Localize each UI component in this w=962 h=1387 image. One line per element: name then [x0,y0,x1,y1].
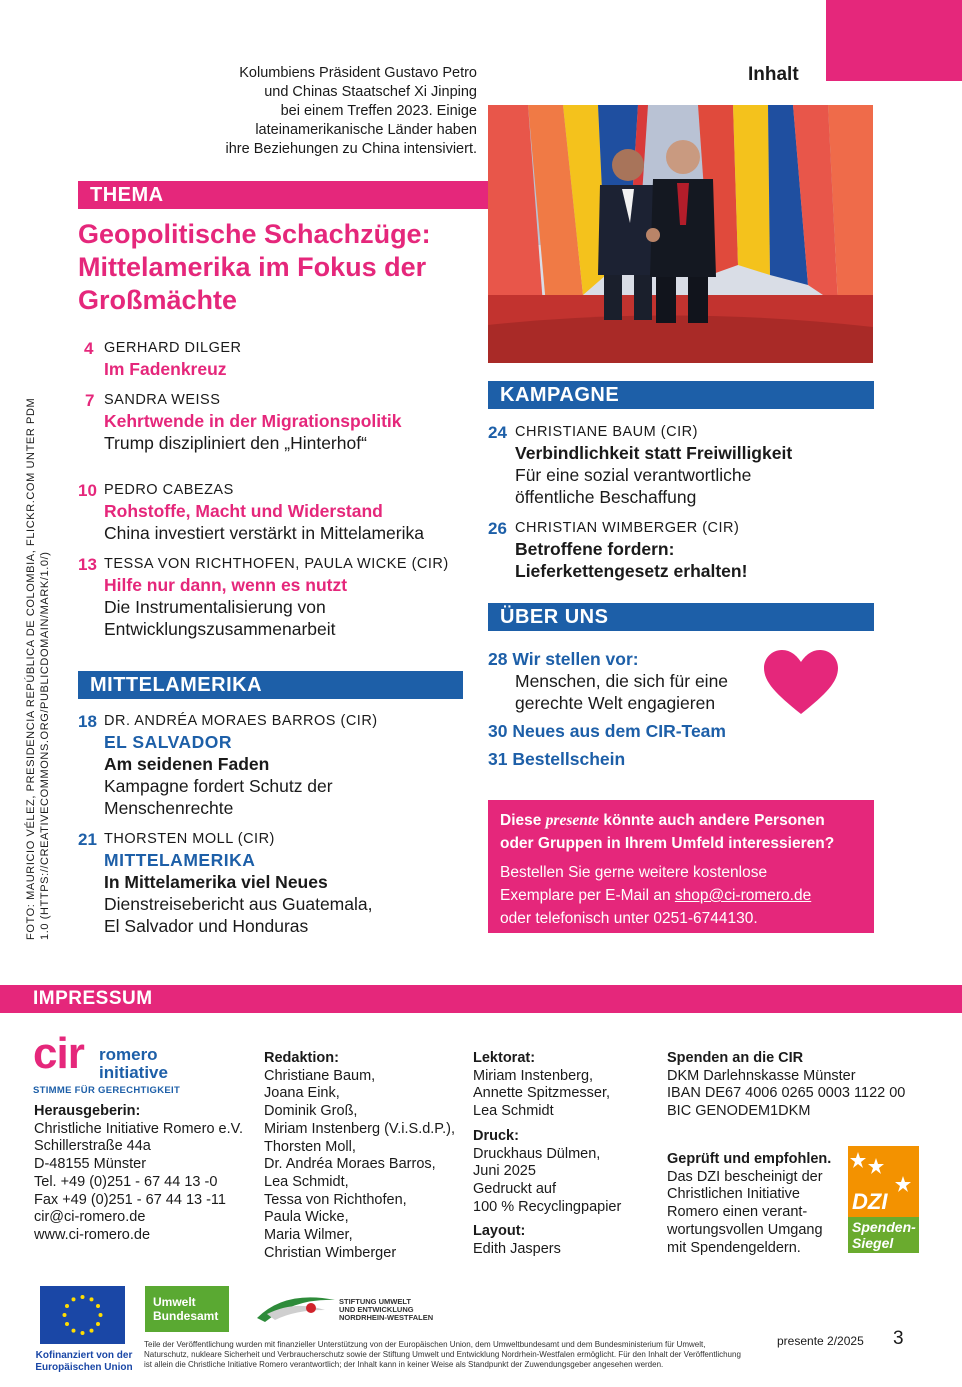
page-number: 4 [84,339,94,358]
entry-title: 31 Bestellschein [488,749,626,769]
entry-subtitle: Kampagne fordert Schutz der [104,776,333,796]
entry-subtitle: Entwicklungszusammenarbeit [104,619,336,639]
section-bar-impressum: IMPRESSUM [0,985,962,1013]
eu-stars-icon [40,1286,125,1344]
heart-icon [764,650,838,716]
toc-entry[interactable] [78,711,378,819]
entry-kicker: EL SALVADOR [104,732,233,752]
entry-author: GERHARD DILGER [104,340,242,356]
toc-entry[interactable] [488,648,728,714]
entry-title: Hilfe nur dann, wenn es nutzt [104,575,348,595]
entry-subtitle: Menschen, die sich für eine [515,671,729,691]
impressum-spenden: Spenden an die CIR DKM Darlehnskasse Münster IBAN DE67 4006 0265 0003 1122 00 BIC GENODEM1DKM [667,1050,906,1120]
page-number: 13 [78,555,97,574]
eu-flag-logo [40,1286,125,1344]
entry-subtitle: Für eine sozial verantwortliche [515,465,752,485]
entry-title: Im Fadenkreuz [104,359,227,379]
page-number: 30 [488,721,508,741]
toc-entry[interactable] [488,422,793,508]
page-number: 18 [78,712,97,731]
section-bar-mittelamerika: MITTELAMERIKA [78,671,463,699]
toc-entry[interactable] [78,480,424,544]
page-number: 21 [78,830,97,849]
entry-author: PEDRO CABEZAS [104,482,234,498]
cir-logo: cir romero initiative STIMME FÜR GERECHTIGKEIT [33,1029,181,1096]
website-link[interactable]: www.ci-romero.de [34,1226,151,1243]
funding-footnote: Teile der Veröffentlichung wurden mit finanzieller Unterstützung von der Europäischen Union, dem Umweltbundesamt und dem Bundesministerium für Umwelt, Naturschutz, nukleare Sicherheit und Verbraucherschutz sowie der Stiftung Umwelt und Entwicklung Nordrhein-Westfalen ermöglicht. Für den Inhalt der Veröffentlichung ist allein die Christliche Initiative Romero verantwortlich; der Inhalt kann in keiner Weise als Standpunkt der Zuwendungsgeber angesehen werden. [144,1340,741,1369]
eu-caption: Kofinanziert von der Europäischen Union [35,1350,133,1373]
entry-subtitle: Menschenrechte [104,798,234,818]
entry-author: THORSTEN MOLL (CIR) [104,831,275,847]
page-number-footer: 3 [893,1328,904,1349]
section-bar-thema: THEMA [78,181,488,209]
dzi-seal: DZI Spenden- Siegel [848,1146,919,1253]
entry-author: CHRISTIAN WIMBERGER (CIR) [515,520,740,536]
page-number: 28 [488,649,508,669]
page-section-label: Inhalt [748,64,799,85]
order-info-box: Diese presente könnte auch andere Personen oder Gruppen in Ihrem Umfeld interessieren? Bestellen Sie gerne weitere kostenlose Exemplare per E-Mail an shop@ci-romero.de oder telefonisch unter 0251-6744130. [488,800,874,933]
entry-author: CHRISTIANE BAUM (CIR) [515,424,698,440]
brand-presente: presente [545,812,600,829]
issue-label: presente 2/2025 [777,1334,864,1348]
entry-subtitle: öffentliche Beschaffung [515,487,697,507]
page-number: 31 [488,749,508,769]
email-link[interactable]: shop@ci-romero.de [674,887,812,904]
stiftung-swoosh-icon [255,1288,337,1324]
entry-title: 30 Neues aus dem CIR-Team [488,721,726,741]
impressum-herausgeberin: Herausgeberin: Christliche Initiative Romero e.V. Schillerstraße 44a D-48155 Münster Tel. +49 (0)251 - 67 44 13 -0 Fax +49 (0)251 - 67 44 13 -11 cir@ci-romero.de www.ci-romero.de [34,1103,243,1243]
entry-subtitle: gerechte Welt engagieren [515,693,716,713]
main-topic-title: Geopolitische Schachzüge: Mittelamerika im Fokus der Großmächte [78,219,431,315]
email-link[interactable]: cir@ci-romero.de [34,1209,146,1226]
entry-subtitle: China investiert verstärkt in Mittelamerika [104,523,424,543]
page-number: 26 [488,519,507,538]
entry-subtitle: El Salvador und Honduras [104,916,309,936]
entry-title: Am seidenen Faden [104,754,270,774]
section-bar-kampagne: KAMPAGNE [488,381,874,409]
section-bar-ueber-uns: ÜBER UNS [488,603,874,631]
entry-title: In Mittelamerika viel Neues [104,872,328,892]
entry-title: Kehrtwende in der Migrationspolitik [104,411,402,431]
entry-subtitle: Trump diszipliniert den „Hinterhof“ [104,433,367,453]
entry-author: DR. ANDRÉA MORAES BARROS (CIR) [104,713,378,729]
toc-entry[interactable] [488,748,625,770]
page-number: 7 [85,391,95,410]
cir-logo-mark: cir [33,1029,84,1078]
entry-author: TESSA VON RICHTHOFEN, PAULA WICKE (CIR) [104,556,449,572]
entry-title: Betroffene fordern: [515,539,675,559]
corner-accent [826,0,962,81]
toc-entry[interactable] [78,829,373,937]
photo-caption: Kolumbiens Präsident Gustavo Petro und Chinas Staatschef Xi Jinping bei einem Treffen 2023. Einige lateinamerikanische Länder haben ihre Beziehungen zu China intensiviert. [225,65,477,157]
entry-title: 28 Wir stellen vor: [488,649,639,669]
entry-author: SANDRA WEISS [104,392,221,408]
toc-entry[interactable] [78,554,449,640]
entry-subtitle: Dienstreisebericht aus Guatemala, [104,894,373,914]
photo-credit: FOTO: MAURICIO VÉLEZ, PRESIDENCIA REPÚBLICA DE COLOMBIA, FLICKR.COM UNTER PDM 1.0 (HTTPS://CREATIVECOMMONS.ORG/PUBLICDOMAIN/MARK/1.0/) [25,397,51,940]
entry-title: Lieferkettengesetz erhalten! [515,561,748,581]
photo-illustration [488,105,873,363]
impressum-dzi-text: Geprüft und empfohlen. Das DZI bescheinigt der Christlichen Initiative Romero einen verant- wortungsvollen Umgang mit Spendengeldern. [667,1151,832,1256]
toc-entry[interactable] [488,720,726,742]
impressum-redaktion: Redaktion: Christiane Baum, Joana Eink, Dominik Groß, Miriam Instenberg (V.i.S.d.P.), Thorsten Moll, Dr. Andréa Moraes Barros, Lea Schmidt, Tessa von Richthofen, Paula Wicke, Maria Wilmer, Christian Wimberger [264,1050,455,1261]
stiftung-umwelt-logo: STIFTUNG UMWELT UND ENTWICKLUNG NORDRHEIN-WESTFALEN [255,1288,445,1328]
toc-entry[interactable] [85,390,402,454]
page-number: 10 [78,481,97,500]
toc-entry[interactable] [488,518,748,582]
entry-title: Rohstoffe, Macht und Widerstand [104,501,383,521]
cover-photo [488,105,873,363]
impressum-lektorat: Lektorat: Miriam Instenberg, Annette Spitzmesser, Lea Schmidt Druck: Druckhaus Dülmen, Juni 2025 Gedruckt auf 100 % Recyclingpapier Layout: Edith Jaspers [473,1050,622,1258]
page-number: 24 [488,423,507,442]
entry-title: Verbindlichkeit statt Freiwilligkeit [515,443,793,463]
umweltbundesamt-logo: Umwelt Bundesamt [145,1286,229,1332]
entry-subtitle: Die Instrumentalisierung von [104,597,326,617]
toc-entry[interactable] [84,338,242,380]
entry-kicker: MITTELAMERIKA [104,850,256,870]
